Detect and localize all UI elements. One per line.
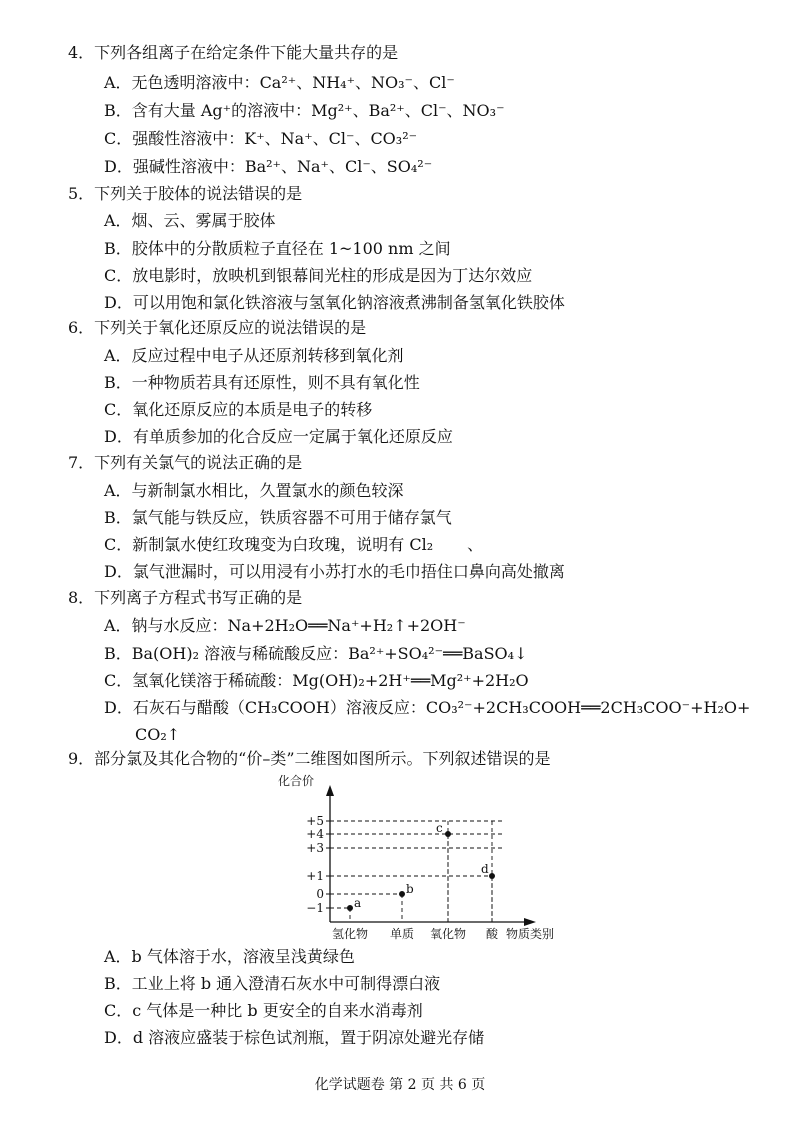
- q5-stem: 5．下列关于胶体的说法错误的是: [68, 184, 303, 203]
- q8-stem: 8．下列离子方程式书写正确的是: [68, 588, 303, 607]
- q8-option-b: B．Ba(OH)₂ 溶液与稀硫酸反应：Ba²⁺+SO₄²⁻══BaSO₄↓: [104, 644, 528, 663]
- q4-stem: 4．下列各组离子在给定条件下能大量共存的是: [68, 43, 399, 62]
- y-tick-label: 0: [316, 887, 324, 901]
- q5-option-a: A．烟、云、雾属于胶体: [104, 211, 276, 230]
- page-footer: 化学试题卷 第 2 页 共 6 页: [314, 1077, 486, 1093]
- q4-option-d-ions: Ba²⁺、Na⁺、Cl⁻、SO₄²⁻: [244, 157, 433, 176]
- y-tick-label: +4: [306, 827, 324, 841]
- y-tick-label: +5: [306, 814, 324, 828]
- q7-option-c: [104, 534, 483, 556]
- q8-option-c: C．氢氧化镁溶于稀硫酸：Mg(OH)₂+2H⁺══Mg²⁺+2H₂O: [104, 671, 529, 690]
- q8-option-a: A．钠与水反应：Na+2H₂O══Na⁺+H₂↑+2OH⁻: [104, 616, 466, 635]
- y-tick-label: +3: [306, 841, 324, 855]
- q9-option-a: A．b 气体溶于水，溶液呈浅黄绿色: [104, 947, 355, 966]
- y-axis-arrow: [326, 785, 334, 796]
- q5-option-d: D．可以用饱和氯化铁溶液与氢氧化钠溶液煮沸制备氢氧化铁胶体: [104, 293, 565, 312]
- q9-option-b: B．工业上将 b 通入澄清石灰水中可制得漂白液: [104, 974, 441, 993]
- y-axis-label: 化合价: [278, 774, 315, 788]
- q6-option-d: D．有单质参加的化合反应一定属于氧化还原反应: [104, 427, 453, 446]
- y-tick-label: +1: [306, 869, 324, 883]
- q4-option-c-ions: K⁺、Na⁺、Cl⁻、CO₃²⁻: [244, 129, 418, 148]
- x-tick-label: 氧化物: [429, 927, 467, 941]
- q4-option-b-prefix: B．含有大量 Ag⁺的溶液中：: [104, 101, 312, 120]
- q7-option-b: B．氯气能与铁反应，铁质容器不可用于储存氯气: [104, 508, 452, 527]
- q4-option-a-ions: Ca²⁺、NH₄⁺、NO₃⁻、Cl⁻: [259, 73, 455, 92]
- q7-option-a: A．与新制氯水相比，久置氯水的颜色较深: [104, 481, 404, 500]
- x-axis-arrow: [524, 918, 536, 926]
- q6-option-a: A．反应过程中电子从还原剂转移到氧化剂: [104, 346, 404, 365]
- q6-stem: 6．下列关于氧化还原反应的说法错误的是: [68, 318, 367, 337]
- q4-option-a-prefix: A．无色透明溶液中：: [104, 73, 260, 92]
- x-axis-label: 物质类别: [506, 927, 555, 941]
- valence-category-chart: [270, 772, 580, 942]
- data-label-d: d: [481, 862, 489, 876]
- y-tick-label: −1: [306, 901, 324, 915]
- data-label-b: b: [406, 882, 414, 896]
- q8-option-d-continued: CO₂↑: [135, 725, 181, 744]
- q8-option-d: D．石灰石与醋酸（CH₃COOH）溶液反应：CO₃²⁻+2CH₃COOH══2CH₃COO⁻+H₂O+: [104, 698, 751, 717]
- q4-option-d-prefix: D．强碱性溶液中：: [104, 157, 245, 176]
- q7-option-c-mark: 、: [467, 535, 484, 554]
- q4-option-b-ions: Mg²⁺、Ba²⁺、Cl⁻、NO₃⁻: [311, 101, 505, 120]
- data-label-c: c: [436, 821, 443, 835]
- data-point-d: [489, 873, 495, 879]
- q4-option-d: [104, 156, 432, 178]
- data-point-c: [445, 831, 451, 837]
- q9-option-c: C．c 气体是一种比 b 更安全的自来水消毒剂: [104, 1001, 423, 1020]
- q5-option-c: C．放电影时，放映机到银幕间光柱的形成是因为丁达尔效应: [104, 266, 533, 285]
- q6-option-b: B．一种物质若具有还原性，则不具有氧化性: [104, 373, 420, 392]
- x-tick-label: 酸: [485, 927, 499, 941]
- data-point-b: [399, 891, 405, 897]
- q4-option-c-prefix: C．强酸性溶液中：: [104, 129, 245, 148]
- x-tick-label: 氢化物: [331, 927, 369, 941]
- data-point-a: [347, 905, 353, 911]
- q6-option-c: C．氧化还原反应的本质是电子的转移: [104, 400, 373, 419]
- q7-option-c-text: C．新制氯水使红玫瑰变为白玫瑰，说明有 Cl₂: [104, 535, 434, 554]
- q9-stem: 9．部分氯及其化合物的“价–类”二维图如图所示。下列叙述错误的是: [68, 749, 551, 768]
- x-tick-label: 单质: [389, 927, 415, 941]
- q4-option-b: [104, 100, 505, 122]
- data-label-a: a: [354, 896, 362, 910]
- q5-option-b: B．胶体中的分散质粒子直径在 1~100 nm 之间: [104, 239, 451, 258]
- q9-option-d: D．d 溶液应盛装于棕色试剂瓶，置于阴凉处避光存储: [104, 1028, 485, 1047]
- q4-option-a: [104, 72, 455, 94]
- q7-option-d: D．氯气泄漏时，可以用浸有小苏打水的毛巾捂住口鼻向高处撤离: [104, 562, 565, 581]
- q7-stem: 7．下列有关氯气的说法正确的是: [68, 453, 303, 472]
- q4-option-c: [104, 128, 417, 150]
